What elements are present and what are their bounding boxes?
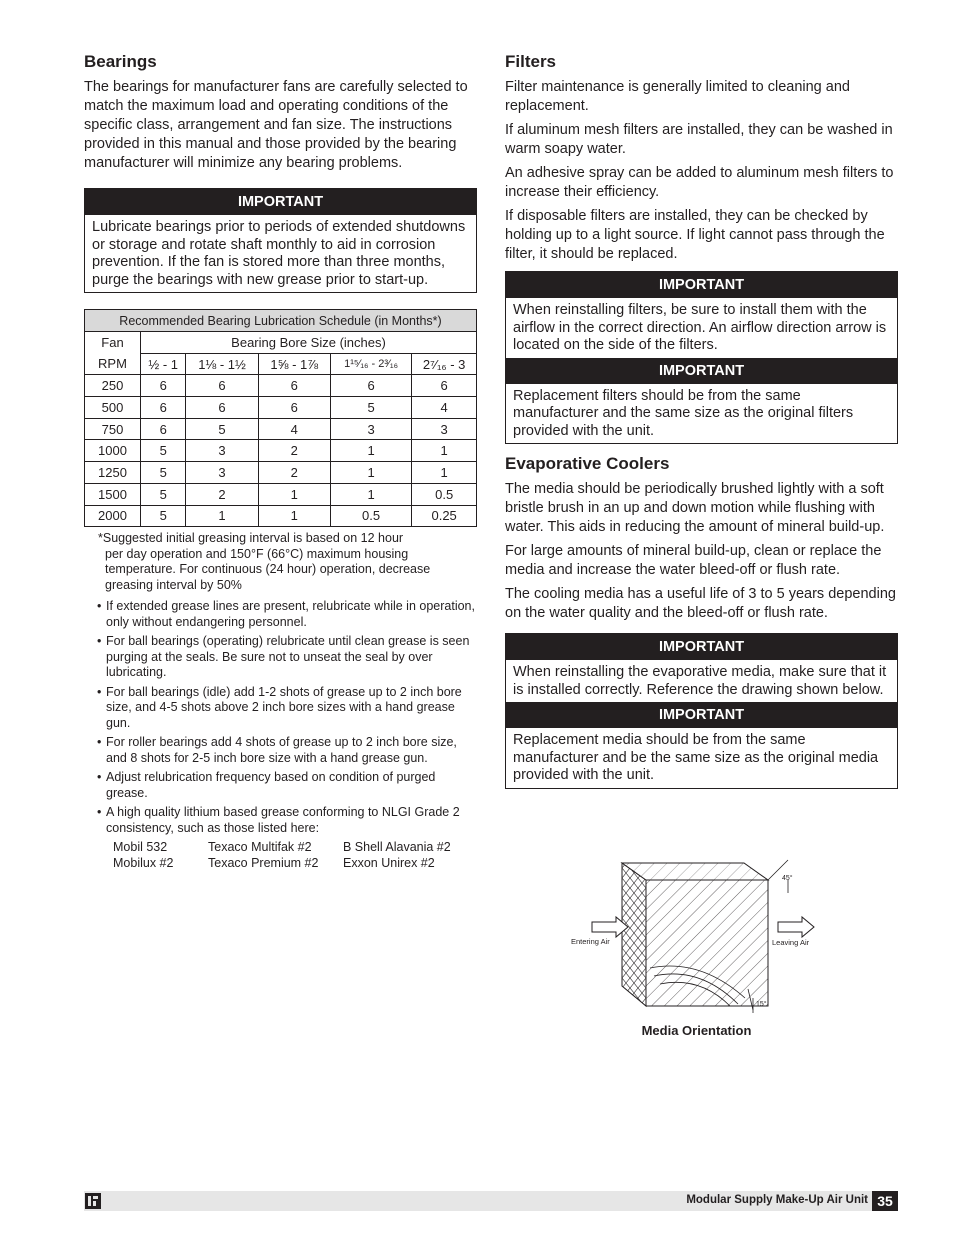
footnote-rest: per day operation and 150°F (66°C) maximum housing temperature. For continuous (24 hour) operation, decrease greasing interval by 50% [105, 546, 431, 592]
lubrication-schedule-table [84, 309, 477, 527]
coolers-paragraph: The media should be periodically brushed lightly with a soft bristle brush in an up and down motion while flushing with water. This aids in reducing the amount of mineral build-up. [505, 481, 885, 535]
rpm-cell: 1000 [85, 440, 141, 462]
table-row [85, 462, 477, 484]
footer-title: Modular Supply Make-Up Air Unit [686, 1194, 868, 1206]
bore-size-1: 1⅛ - 1½ [186, 353, 258, 375]
brand-logo-icon [84, 1192, 104, 1210]
media-orientation-diagram [570, 858, 822, 1014]
rpm-cell: 1500 [85, 483, 141, 505]
bore-size-2: 1⅝ - 1⅞ [258, 353, 330, 375]
interval-cell: 6 [141, 418, 186, 440]
bearings-intro: The bearings for manufacturer fans are carefully selected to match the maximum load and operating conditions of the specific class, arrangement and fan size. The instructions provided in this manual and those provided by the bearing manufacturer will minimize any bearing problems. [84, 79, 468, 171]
footnote-line-1: *Suggested initial greasing interval is based on 12 hour [98, 531, 404, 546]
bore-size-0: ½ - 1 [141, 353, 186, 375]
interval-cell: 3 [186, 462, 258, 484]
interval-cell: 5 [186, 418, 258, 440]
important-text: Replacement filters should be from the same manufacturer and the same size as the original filters provided with the unit. [513, 387, 854, 439]
interval-cell: 1 [330, 440, 411, 462]
interval-cell: 4 [258, 418, 330, 440]
interval-cell: 6 [141, 375, 186, 397]
important-header: IMPORTANT [85, 189, 476, 215]
list-item: • For ball bearings (idle) add 1-2 shots of grease up to 2 inch bore size, and 4-5 shots above 2 inch bore sizes with a hand grease gun. [84, 685, 477, 732]
list-item: • For roller bearings add 4 shots of grease up to 2 inch bore size, and 8 shots for 2-5 inch bore size with a hand grease gun. [84, 735, 477, 766]
list-item: • Adjust relubrication frequency based on condition of purged grease. [84, 770, 477, 801]
filters-paragraph: If disposable filters are installed, they can be checked by holding up to a light source. If light cannot pass through the filter, it should be replaced. [505, 208, 885, 262]
interval-cell: 1 [330, 483, 411, 505]
interval-cell: 0.5 [412, 483, 477, 505]
grease-item: Texaco Multifak #2 [208, 840, 312, 855]
table-body [85, 375, 477, 527]
interval-cell: 2 [258, 440, 330, 462]
interval-cell: 3 [186, 440, 258, 462]
interval-cell: 1 [412, 462, 477, 484]
table-caption: Recommended Bearing Lubrication Schedule (in Months*) [85, 310, 477, 332]
list-item: • A high quality lithium based grease conforming to NLGI Grade 2 consistency, such as those listed here: [84, 805, 477, 836]
interval-cell: 6 [412, 375, 477, 397]
interval-cell: 6 [330, 375, 411, 397]
bearings-heading: Bearings [84, 52, 157, 71]
table-row [85, 397, 477, 419]
filters-paragraph: An adhesive spray can be added to aluminum mesh filters to increase their efficiency. [505, 165, 894, 200]
interval-cell: 3 [330, 418, 411, 440]
grease-item: Texaco Premium #2 [208, 855, 319, 870]
bearing-notes [84, 531, 477, 871]
grease-list [113, 840, 477, 871]
table-row [85, 375, 477, 397]
grease-item: B Shell Alavania #2 [343, 840, 451, 855]
important-text: When reinstalling the evaporative media, make sure that it is installed correctly. Reference the drawing shown below. [513, 664, 887, 698]
right-column [505, 52, 898, 801]
angle-15-label: 15° [756, 1001, 767, 1008]
coolers-paragraph: For large amounts of mineral build-up, clean or replace the media and increase the water bleed-off or flush rate. [505, 543, 882, 578]
important-header: IMPORTANT [506, 358, 897, 384]
table-row [85, 440, 477, 462]
interval-cell: 0.25 [412, 505, 477, 527]
interval-cell: 5 [141, 505, 186, 527]
media-top-face [622, 863, 768, 880]
interval-cell: 6 [186, 397, 258, 419]
bore-size-3: 1¹⁵⁄₁₆ - 2³⁄₁₆ [330, 353, 411, 375]
leaving-air-label: Leaving Air [772, 938, 810, 947]
interval-cell: 6 [258, 397, 330, 419]
coolers-important-box [505, 633, 898, 789]
bearing-bullets [84, 599, 477, 836]
interval-cell: 5 [141, 440, 186, 462]
interval-cell: 1 [330, 462, 411, 484]
interval-cell: 5 [141, 483, 186, 505]
filters-paragraph: Filter maintenance is generally limited to cleaning and replacement. [505, 79, 850, 114]
filters-heading: Filters [505, 52, 557, 71]
grease-item: Exxon Unirex #2 [343, 855, 435, 870]
figure-caption: Media Orientation [641, 1023, 752, 1038]
coolers-heading: Evaporative Coolers [505, 454, 670, 473]
rpm-cell: 750 [85, 418, 141, 440]
interval-cell: 2 [186, 483, 258, 505]
list-item: • For ball bearings (operating) relubricate until clean grease is seen purging at the seals. Be sure not to unseat the seal by over lubricating. [84, 634, 477, 681]
leaving-air-arrow [778, 917, 814, 937]
filters-paragraph: If aluminum mesh filters are installed, they can be washed in warm soapy water. [505, 122, 893, 157]
important-header: IMPORTANT [506, 702, 897, 728]
rpm-cell: 250 [85, 375, 141, 397]
interval-cell: 5 [141, 462, 186, 484]
grease-item: Mobilux #2 [113, 855, 174, 870]
coolers-paragraph: The cooling media has a useful life of 3 to 5 years depending on the water quality and the bleed-off or flush rate. [505, 586, 896, 621]
bore-header: Bearing Bore Size (inches) [141, 332, 477, 354]
page-footer [84, 1191, 898, 1211]
table-row [85, 483, 477, 505]
interval-cell: 6 [258, 375, 330, 397]
media-side-face [622, 863, 646, 1006]
interval-cell: 0.5 [330, 505, 411, 527]
media-front-face [646, 880, 768, 1006]
fan-label: Fan [85, 332, 141, 354]
footnote [84, 531, 477, 593]
important-text: Replacement media should be from the same manufacturer and be the same size as the original media provided with the unit. [513, 732, 879, 783]
list-item: • If extended grease lines are present, relubricate while in operation, only without endangering personnel. [84, 599, 477, 630]
rpm-cell: 2000 [85, 505, 141, 527]
interval-cell: 1 [186, 505, 258, 527]
interval-cell: 6 [186, 375, 258, 397]
rpm-cell: 500 [85, 397, 141, 419]
rpm-label: RPM [85, 353, 141, 375]
rpm-cell: 1250 [85, 462, 141, 484]
bore-size-4: 2⁷⁄₁₆ - 3 [412, 353, 477, 375]
important-header: IMPORTANT [506, 272, 897, 298]
entering-air-label: Entering Air [571, 937, 610, 946]
grease-item: Mobil 532 [113, 840, 168, 855]
interval-cell: 3 [412, 418, 477, 440]
interval-cell: 1 [258, 483, 330, 505]
interval-cell: 4 [412, 397, 477, 419]
interval-cell: 2 [258, 462, 330, 484]
table-row [85, 505, 477, 527]
page-number: 35 [872, 1191, 898, 1211]
angle-45-label: 45° [782, 875, 793, 882]
important-header: IMPORTANT [506, 634, 897, 660]
filters-important-box [505, 271, 898, 444]
bearings-important-box [84, 188, 477, 293]
left-column [84, 52, 477, 871]
interval-cell: 1 [258, 505, 330, 527]
interval-cell: 6 [141, 397, 186, 419]
important-text: Lubricate bearings prior to periods of extended shutdowns or storage and rotate shaft monthly to aid in corrosion prevention. If the fan is stored more than three months, purge the bearings with new grease prior to start-up. [92, 219, 466, 288]
interval-cell: 1 [412, 440, 477, 462]
important-text: When reinstalling filters, be sure to install them with the airflow in the correct direction. An airflow direction arrow is located on the side of the filters. [513, 302, 887, 353]
interval-cell: 5 [330, 397, 411, 419]
table-row [85, 418, 477, 440]
